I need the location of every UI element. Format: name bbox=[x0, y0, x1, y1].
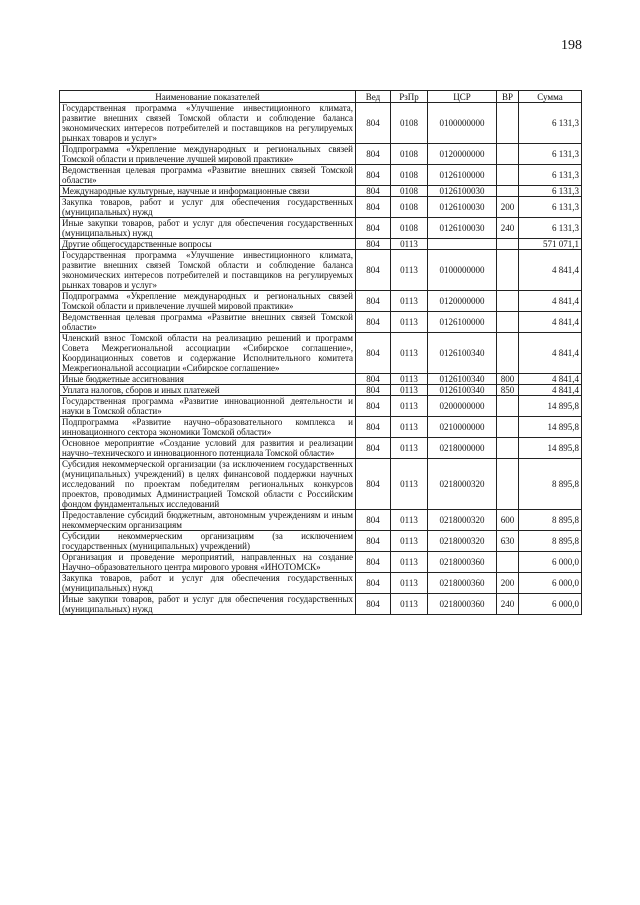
row-rzpr: 0113 bbox=[391, 417, 428, 438]
header-sum: Сумма bbox=[519, 91, 582, 103]
row-sum: 6 131,3 bbox=[519, 197, 582, 218]
row-name: Иные закупки товаров, работ и услуг для обеспечения государственных (муниципальных) нужд bbox=[60, 218, 356, 239]
row-csr: 0218000360 bbox=[428, 552, 497, 573]
row-rzpr: 0113 bbox=[391, 250, 428, 291]
row-sum: 6 000,0 bbox=[519, 552, 582, 573]
row-rzpr: 0113 bbox=[391, 291, 428, 312]
header-vr: ВР bbox=[497, 91, 519, 103]
table-row bbox=[60, 186, 582, 197]
row-csr: 0120000000 bbox=[428, 291, 497, 312]
row-sum: 571 071,1 bbox=[519, 239, 582, 250]
row-name: Другие общегосударственные вопросы bbox=[60, 239, 356, 250]
table-row bbox=[60, 374, 582, 385]
row-rzpr: 0108 bbox=[391, 197, 428, 218]
row-name: Подпрограмма «Укрепление международных и региональных связей Томской области и привлечение лучшей мировой практики» bbox=[60, 144, 356, 165]
table-row bbox=[60, 417, 582, 438]
row-sum: 8 895,8 bbox=[519, 459, 582, 510]
row-ved: 804 bbox=[356, 165, 391, 186]
row-rzpr: 0113 bbox=[391, 396, 428, 417]
row-ved: 804 bbox=[356, 459, 391, 510]
row-csr: 0126100030 bbox=[428, 186, 497, 197]
row-ved: 804 bbox=[356, 333, 391, 374]
row-vr bbox=[497, 250, 519, 291]
row-vr bbox=[497, 103, 519, 144]
row-vr: 240 bbox=[497, 594, 519, 615]
row-sum: 6 131,3 bbox=[519, 144, 582, 165]
row-sum: 4 841,4 bbox=[519, 385, 582, 396]
row-rzpr: 0113 bbox=[391, 552, 428, 573]
table-row bbox=[60, 438, 582, 459]
row-vr bbox=[497, 333, 519, 374]
row-csr: 0218000360 bbox=[428, 594, 497, 615]
row-csr bbox=[428, 239, 497, 250]
row-rzpr: 0108 bbox=[391, 186, 428, 197]
row-sum: 14 895,8 bbox=[519, 438, 582, 459]
table-row bbox=[60, 396, 582, 417]
row-sum: 6 000,0 bbox=[519, 594, 582, 615]
table-row bbox=[60, 333, 582, 374]
row-csr: 0100000000 bbox=[428, 103, 497, 144]
row-rzpr: 0113 bbox=[391, 438, 428, 459]
row-ved: 804 bbox=[356, 374, 391, 385]
row-rzpr: 0108 bbox=[391, 218, 428, 239]
row-vr bbox=[497, 552, 519, 573]
row-rzpr: 0108 bbox=[391, 165, 428, 186]
row-csr: 0200000000 bbox=[428, 396, 497, 417]
row-csr: 0126100340 bbox=[428, 333, 497, 374]
row-sum: 4 841,4 bbox=[519, 333, 582, 374]
row-csr: 0218000000 bbox=[428, 438, 497, 459]
row-sum: 6 131,3 bbox=[519, 103, 582, 144]
row-sum: 8 895,8 bbox=[519, 531, 582, 552]
row-csr: 0126100000 bbox=[428, 312, 497, 333]
table-row bbox=[60, 531, 582, 552]
row-name: Членский взнос Томской области на реализацию решений и программ Совета Межрегиональной ассоциации «Сибирское соглашение», Координационных советов и содержание Исполнительного комитета Межрегиональной ассоциации «Сибирское соглашение» bbox=[60, 333, 356, 374]
table-row bbox=[60, 144, 582, 165]
row-csr: 0218000320 bbox=[428, 459, 497, 510]
row-vr bbox=[497, 186, 519, 197]
row-sum: 14 895,8 bbox=[519, 417, 582, 438]
table-row bbox=[60, 165, 582, 186]
row-rzpr: 0113 bbox=[391, 594, 428, 615]
page-number: 198 bbox=[561, 38, 582, 53]
row-vr bbox=[497, 239, 519, 250]
row-csr: 0126100340 bbox=[428, 374, 497, 385]
row-csr: 0100000000 bbox=[428, 250, 497, 291]
row-ved: 804 bbox=[356, 312, 391, 333]
row-vr bbox=[497, 312, 519, 333]
row-csr: 0218000320 bbox=[428, 510, 497, 531]
table-row bbox=[60, 103, 582, 144]
row-sum: 4 841,4 bbox=[519, 312, 582, 333]
row-csr: 0218000360 bbox=[428, 573, 497, 594]
row-name: Субсидии некоммерческим организациям (за исключением государственных (муниципальных) учреждений) bbox=[60, 531, 356, 552]
row-sum: 8 895,8 bbox=[519, 510, 582, 531]
header-ved: Вед bbox=[356, 91, 391, 103]
budget-table bbox=[59, 90, 582, 615]
row-ved: 804 bbox=[356, 573, 391, 594]
table-row bbox=[60, 385, 582, 396]
row-vr: 800 bbox=[497, 374, 519, 385]
row-vr: 600 bbox=[497, 510, 519, 531]
header-rzpr: РзПр bbox=[391, 91, 428, 103]
row-ved: 804 bbox=[356, 186, 391, 197]
table-row bbox=[60, 552, 582, 573]
row-csr: 0126100030 bbox=[428, 197, 497, 218]
row-name: Ведомственная целевая программа «Развитие внешних связей Томской области» bbox=[60, 312, 356, 333]
row-sum: 6 131,3 bbox=[519, 165, 582, 186]
row-name: Государственная программа «Улучшение инвестиционного климата, развитие внешних связей Томской области и соблюдение баланса экономических интересов потребителей и поставщиков на регулируемых рынках товаров и услуг» bbox=[60, 103, 356, 144]
row-rzpr: 0113 bbox=[391, 374, 428, 385]
row-sum: 6 131,3 bbox=[519, 218, 582, 239]
table-row bbox=[60, 459, 582, 510]
header-csr: ЦСР bbox=[428, 91, 497, 103]
row-ved: 804 bbox=[356, 594, 391, 615]
row-sum: 4 841,4 bbox=[519, 291, 582, 312]
row-name: Уплата налогов, сборов и иных платежей bbox=[60, 385, 356, 396]
row-ved: 804 bbox=[356, 291, 391, 312]
row-sum: 4 841,4 bbox=[519, 250, 582, 291]
row-csr: 0126100030 bbox=[428, 218, 497, 239]
table-row bbox=[60, 291, 582, 312]
row-rzpr: 0113 bbox=[391, 239, 428, 250]
row-vr bbox=[497, 165, 519, 186]
row-ved: 804 bbox=[356, 103, 391, 144]
table-body bbox=[60, 103, 582, 615]
row-sum: 6 131,3 bbox=[519, 186, 582, 197]
row-vr bbox=[497, 438, 519, 459]
row-csr: 0126100340 bbox=[428, 385, 497, 396]
row-name: Предоставление субсидий бюджетным, автономным учреждениям и иным некоммерческим организациям bbox=[60, 510, 356, 531]
row-vr: 630 bbox=[497, 531, 519, 552]
row-rzpr: 0108 bbox=[391, 144, 428, 165]
row-name: Закупка товаров, работ и услуг для обеспечения государственных (муниципальных) нужд bbox=[60, 573, 356, 594]
row-ved: 804 bbox=[356, 510, 391, 531]
row-ved: 804 bbox=[356, 417, 391, 438]
row-vr: 240 bbox=[497, 218, 519, 239]
row-ved: 804 bbox=[356, 250, 391, 291]
row-rzpr: 0113 bbox=[391, 510, 428, 531]
row-rzpr: 0113 bbox=[391, 459, 428, 510]
row-name: Международные культурные, научные и информационные связи bbox=[60, 186, 356, 197]
row-vr bbox=[497, 417, 519, 438]
row-name: Государственная программа «Развитие инновационной деятельности и науки в Томской области» bbox=[60, 396, 356, 417]
row-csr: 0210000000 bbox=[428, 417, 497, 438]
row-sum: 14 895,8 bbox=[519, 396, 582, 417]
table-row bbox=[60, 594, 582, 615]
row-ved: 804 bbox=[356, 438, 391, 459]
table-row bbox=[60, 510, 582, 531]
row-ved: 804 bbox=[356, 197, 391, 218]
table-header-row bbox=[60, 91, 582, 103]
row-vr: 850 bbox=[497, 385, 519, 396]
row-ved: 804 bbox=[356, 531, 391, 552]
row-ved: 804 bbox=[356, 552, 391, 573]
row-name: Подпрограмма «Развитие научно–образовательного комплекса и инновационного сектора экономики Томской области» bbox=[60, 417, 356, 438]
row-rzpr: 0113 bbox=[391, 385, 428, 396]
row-name: Субсидия некоммерческой организации (за исключением государственных (муниципальных) учреждений) в целях финансовой поддержки научных исследований по проектам победителям региональных конкурсов проектов, проводимых Администрацией Томской области с Российским фондом фундаментальных исследований bbox=[60, 459, 356, 510]
row-name: Закупка товаров, работ и услуг для обеспечения государственных (муниципальных) нужд bbox=[60, 197, 356, 218]
row-ved: 804 bbox=[356, 144, 391, 165]
row-rzpr: 0113 bbox=[391, 573, 428, 594]
row-rzpr: 0108 bbox=[391, 103, 428, 144]
row-csr: 0126100000 bbox=[428, 165, 497, 186]
row-sum: 4 841,4 bbox=[519, 374, 582, 385]
table-row bbox=[60, 239, 582, 250]
row-vr: 200 bbox=[497, 197, 519, 218]
row-name: Государственная программа «Улучшение инвестиционного климата, развитие внешних связей Томской области и соблюдение баланса экономических интересов потребителей и поставщиков на регулируемых рынках товаров и услуг» bbox=[60, 250, 356, 291]
row-vr: 200 bbox=[497, 573, 519, 594]
row-name: Иные бюджетные ассигнования bbox=[60, 374, 356, 385]
table-row bbox=[60, 250, 582, 291]
row-name: Основное мероприятие «Создание условий для развития и реализации научно–технического и инновационного потенциала Томской области» bbox=[60, 438, 356, 459]
row-vr bbox=[497, 144, 519, 165]
row-vr bbox=[497, 459, 519, 510]
row-name: Ведомственная целевая программа «Развитие внешних связей Томской области» bbox=[60, 165, 356, 186]
row-rzpr: 0113 bbox=[391, 531, 428, 552]
table-row bbox=[60, 573, 582, 594]
row-name: Организация и проведение мероприятий, направленных на создание Научно–образовательного центра мирового уровня «ИНОТОМСК» bbox=[60, 552, 356, 573]
row-ved: 804 bbox=[356, 218, 391, 239]
row-vr bbox=[497, 396, 519, 417]
row-rzpr: 0113 bbox=[391, 333, 428, 374]
row-ved: 804 bbox=[356, 396, 391, 417]
table-row bbox=[60, 312, 582, 333]
header-name: Наименование показателей bbox=[60, 91, 356, 103]
row-sum: 6 000,0 bbox=[519, 573, 582, 594]
table-row bbox=[60, 197, 582, 218]
row-name: Иные закупки товаров, работ и услуг для обеспечения государственных (муниципальных) нужд bbox=[60, 594, 356, 615]
row-rzpr: 0113 bbox=[391, 312, 428, 333]
row-csr: 0120000000 bbox=[428, 144, 497, 165]
row-name: Подпрограмма «Укрепление международных и региональных связей Томской области и привлечение лучшей мировой практики» bbox=[60, 291, 356, 312]
table-row bbox=[60, 218, 582, 239]
row-ved: 804 bbox=[356, 385, 391, 396]
row-csr: 0218000320 bbox=[428, 531, 497, 552]
row-ved: 804 bbox=[356, 239, 391, 250]
row-vr bbox=[497, 291, 519, 312]
